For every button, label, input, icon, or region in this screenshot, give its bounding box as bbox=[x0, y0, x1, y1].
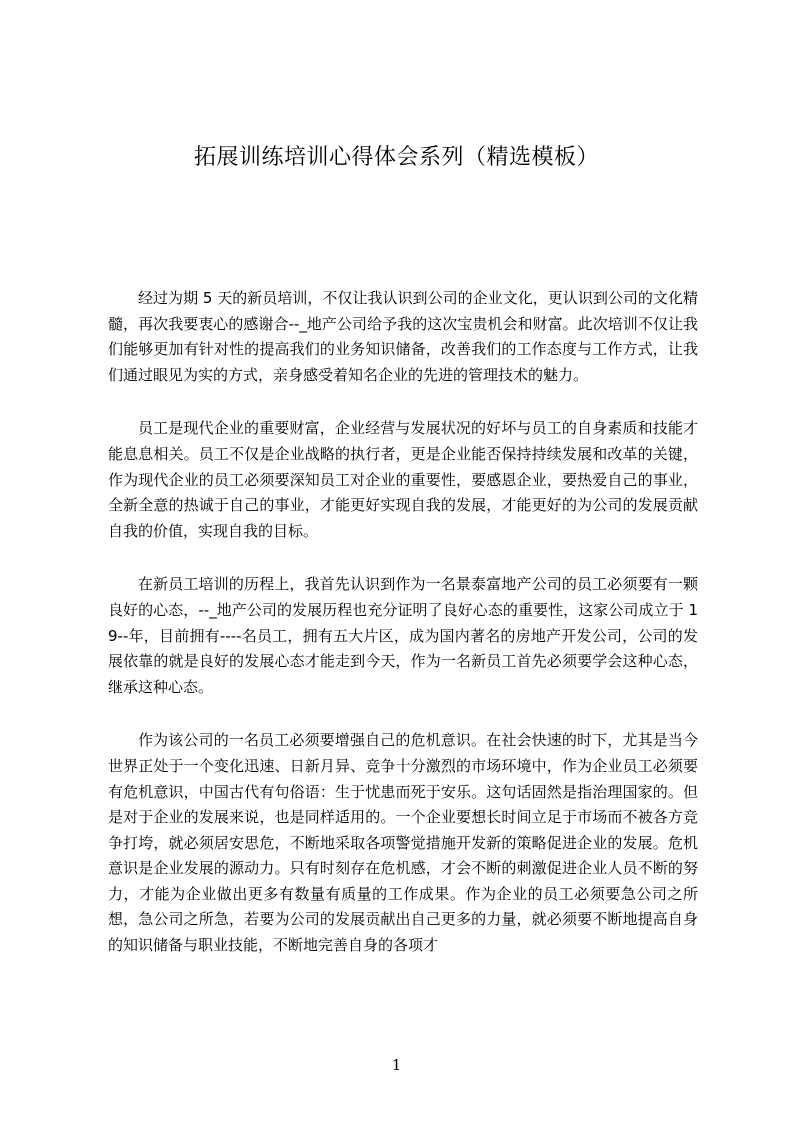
paragraph-good-attitude: 在新员工培训的历程上，我首先认识到作为一名景泰富地产公司的员工必须要有一颗良好的心态，--_地产公司的发展历程也充分证明了良好心态的重要性，这家公司成立于 19--年，目前拥有----名员工，拥有五大片区，成为国内著名的房地产开发公司，公司的发展依靠的就是良好的发展心态才能走到今天，作为一名新员工首先必须要学会这种心态，继承这种心态。 bbox=[108, 575, 698, 696]
page-title: 拓展训练培训心得体会系列（精选模板） bbox=[193, 145, 599, 170]
paragraph-crisis-awareness: 作为该公司的一名员工必须要增强自己的危机意识。在社会快速的时下，尤其是当今世界正处于一个变化迅速、日新月异、竞争十分激烈的市场环境中，作为企业员工必须要有危机意识，中国古代有句俗语：生于忧患而死于安乐。这句话固然是指治理国家的。但是对于企业的发展来说，也是同样适用的。一个企业要想长时间立足于市场而不被各方竞争打垮，就必须居安思危，不断地采取各项警觉措施开发新的策略促进企业的发展。危机意识是企业发展的源动力。只有时刻存在危机感，才会不断的刺激促进企业人员不断的努力，才能为企业做出更多有数量有质量的工作成果。作为企业的员工必须要急公司之所想，急公司之所急，若要为公司的发展贡献出自己更多的力量，就必须要不断地提高自身的知识储备与职业技能，不断地完善自身的各项才 bbox=[108, 731, 698, 955]
page-number: 1 bbox=[391, 1056, 402, 1074]
document-body bbox=[108, 286, 698, 987]
paragraph-training-experience: 经过为期 5 天的新员培训，不仅让我认识到公司的企业文化，更认识到公司的文化精髓，再次我要衷心的感谢合--_地产公司给予我的这次宝贵机会和财富。此次培训不仅让我们能够更加有针对性的提高我们的业务知识储备，改善我们的工作态度与工作方式，让我们通过眼见为实的方式，亲身感受着知名企业的先进的管理技术的魅力。 bbox=[108, 289, 698, 384]
paragraph-employee-value: 员工是现代企业的重要财富，企业经营与发展状况的好坏与员工的自身素质和技能才能息息相关。员工不仅是企业战略的执行者，更是企业能否保持持续发展和改革的关键，作为现代企业的员工必须要深知员工对企业的重要性，要感恩企业，要热爱自己的事业，全新全意的热诚于自己的事业，才能更好实现自我的发展，才能更好的为公司的发展贡献自我的价值，实现自我的目标。 bbox=[108, 419, 698, 540]
